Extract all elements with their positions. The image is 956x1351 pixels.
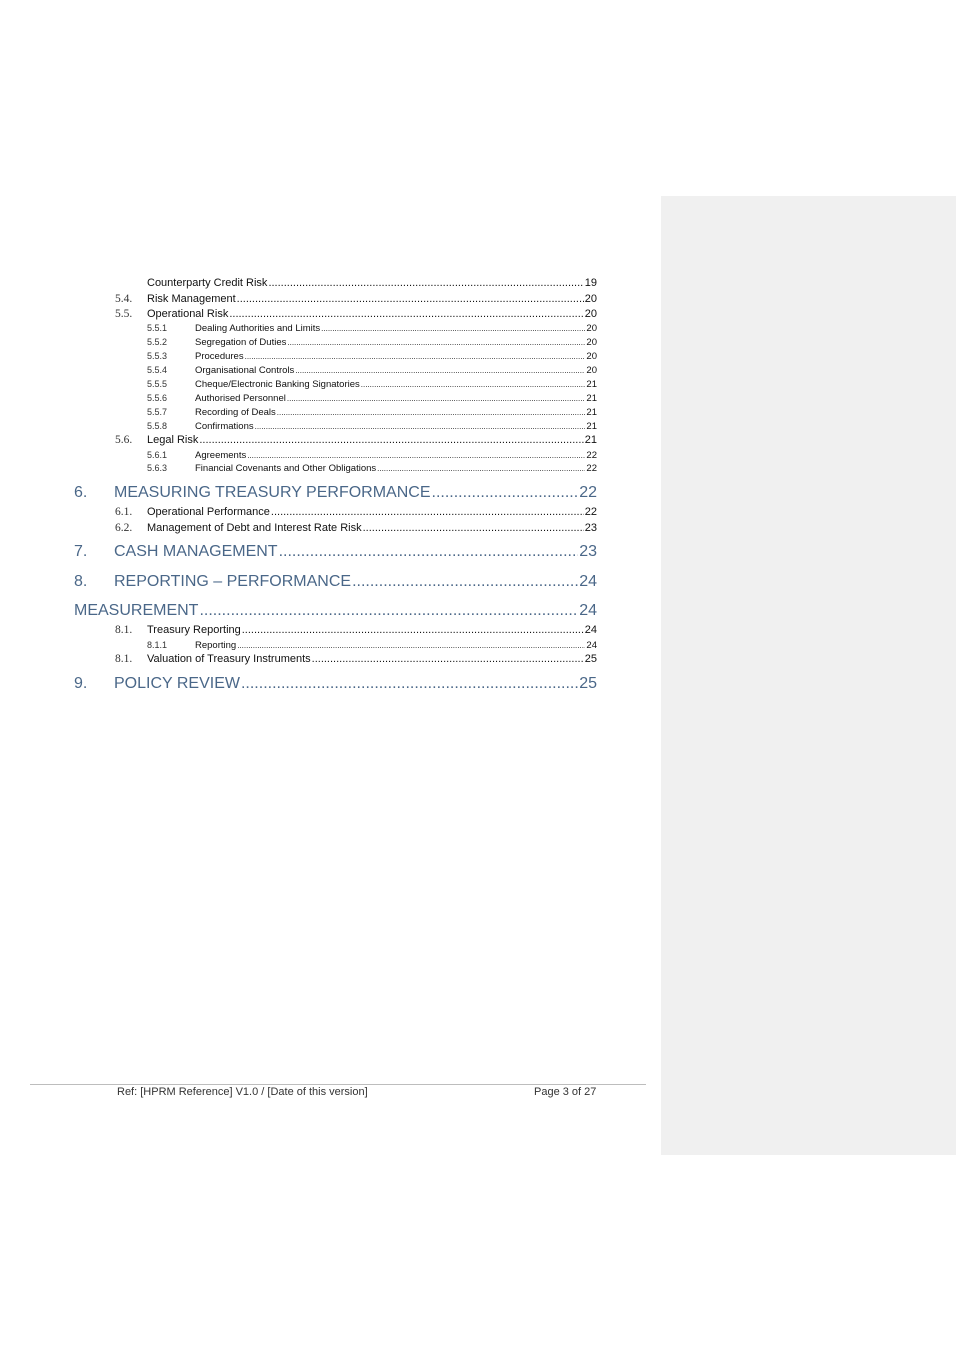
toc-entry-page: 21 — [586, 407, 597, 418]
toc-entry-page: 21 — [586, 379, 597, 390]
dot-leader — [199, 434, 583, 446]
toc-entry-label: Financial Covenants and Other Obligations — [195, 463, 377, 474]
toc-entry-label: Dealing Authorities and Limits — [195, 323, 321, 334]
toc-entry-label: Organisational Controls — [195, 365, 295, 376]
toc-entry-number: 8.1. — [115, 653, 133, 665]
toc-entry-number: 5.5.3 — [147, 351, 168, 361]
dot-leader — [271, 506, 584, 518]
toc-entry-8-1-1[interactable] — [147, 640, 597, 653]
toc-entry-5-5-1[interactable] — [147, 323, 597, 336]
toc-entry-number: 5.6. — [115, 434, 133, 446]
dot-leader — [255, 422, 586, 431]
toc-entry-label: MEASUREMENT — [74, 602, 199, 619]
dot-leader — [245, 352, 586, 361]
toc-entry-number: 6.1. — [115, 506, 133, 518]
toc-entry-label: POLICY REVIEW — [114, 675, 240, 692]
toc-entry-page: 24 — [586, 640, 597, 651]
comment-pane — [661, 196, 956, 1155]
toc-entry-label: Procedures — [195, 351, 244, 362]
toc-entry-number: 5.5.7 — [147, 407, 168, 417]
dot-leader — [377, 464, 585, 473]
toc-entry-label: Cheque/Electronic Banking Signatories — [195, 379, 360, 390]
toc-entry-number: 5.4. — [115, 293, 133, 305]
toc-entry-number: 8.1. — [115, 624, 133, 636]
toc-entry-5-6-3[interactable] — [147, 463, 597, 476]
dot-leader — [361, 380, 586, 389]
toc-entry-page: 24 — [579, 573, 597, 590]
toc-entry-page: 22 — [584, 506, 597, 518]
toc-entry-label: Management of Debt and Interest Rate Risk — [147, 522, 362, 534]
toc-entry-label: MEASURING TREASURY PERFORMANCE — [114, 484, 431, 501]
toc-entry-page: 21 — [586, 421, 597, 432]
toc-entry-number: 5.5.8 — [147, 421, 168, 431]
dot-leader — [363, 522, 584, 534]
dot-leader — [242, 624, 584, 636]
dot-leader — [352, 573, 578, 591]
toc-entry-label: CASH MANAGEMENT — [114, 543, 278, 560]
toc-entry-8-1[interactable] — [115, 624, 597, 639]
toc-entry-5-4[interactable] — [115, 293, 597, 308]
toc-entry-5-5-4[interactable] — [147, 365, 597, 378]
toc-entry-label: Agreements — [195, 450, 247, 461]
toc-entry-label: Legal Risk — [147, 434, 199, 446]
dot-leader — [277, 408, 586, 417]
toc-entry-page: 20 — [586, 337, 597, 348]
dot-leader — [432, 484, 579, 502]
footer-page-number: Page 3 of 27 — [534, 1086, 597, 1098]
toc-entry-number: 5.6.1 — [147, 450, 168, 460]
toc-entry-label: Treasury Reporting — [147, 624, 241, 636]
dot-leader — [199, 602, 578, 620]
toc-entry-page: 22 — [586, 450, 597, 461]
toc-entry-5-5-6[interactable] — [147, 393, 597, 406]
toc-entry-label: Recording of Deals — [195, 407, 276, 418]
toc-entry-number: 5.5.5 — [147, 379, 168, 389]
toc-entry-label: Segregation of Duties — [195, 337, 287, 348]
toc-entry-page: 25 — [579, 675, 597, 692]
toc-entry-page: 24 — [579, 602, 597, 619]
toc-entry-measurement[interactable] — [74, 602, 597, 624]
toc-entry-number: 5.5. — [115, 308, 133, 320]
toc-entry-8[interactable] — [74, 573, 597, 595]
toc-entry-page: 23 — [579, 543, 597, 560]
toc-entry-6-2[interactable] — [115, 522, 597, 537]
toc-entry-label: Authorised Personnel — [195, 393, 286, 404]
toc-entry-number: 9. — [74, 675, 88, 692]
toc-entry-5-6-1[interactable] — [147, 450, 597, 463]
toc-entry-page: 20 — [584, 308, 597, 320]
toc-entry-number: 5.5.6 — [147, 393, 168, 403]
dot-leader — [247, 451, 585, 460]
toc-entry-6-1[interactable] — [115, 506, 597, 521]
dot-leader — [295, 366, 585, 375]
toc-entry-7[interactable] — [74, 543, 597, 565]
toc-entry-number: 5.5.1 — [147, 323, 168, 333]
toc-entry-label: REPORTING – PERFORMANCE — [114, 573, 352, 590]
dot-leader — [287, 338, 585, 347]
toc-entry-5-5-5[interactable] — [147, 379, 597, 392]
toc-entry-page: 21 — [586, 393, 597, 404]
toc-entry-5-5-3[interactable] — [147, 351, 597, 364]
toc-entry-page: 20 — [586, 323, 597, 334]
toc-entry-label: Operational Performance — [147, 506, 270, 518]
toc-entry-page: 20 — [586, 351, 597, 362]
toc-entry-9[interactable] — [74, 675, 597, 697]
toc-entry-number: 6. — [74, 484, 88, 501]
toc-entry-5-5-2[interactable] — [147, 337, 597, 350]
toc-entry-label: Risk Management — [147, 293, 236, 305]
toc-entry-page: 22 — [586, 463, 597, 474]
toc-entry-number: 6.2. — [115, 522, 133, 534]
dot-leader — [312, 653, 584, 665]
toc-entry-counterparty-credit-risk[interactable] — [147, 277, 597, 292]
toc-entry-number: 5.5.4 — [147, 365, 168, 375]
toc-entry-page: 23 — [584, 522, 597, 534]
toc-entry-label: Counterparty Credit Risk — [147, 277, 268, 289]
toc-entry-label: Reporting — [195, 640, 237, 651]
toc-entry-label: Valuation of Treasury Instruments — [147, 653, 311, 665]
dot-leader — [241, 675, 578, 693]
toc-entry-number: 5.6.3 — [147, 463, 168, 473]
toc-entry-page: 21 — [584, 434, 597, 446]
dot-leader — [287, 394, 586, 403]
toc-entry-8-1-valuation[interactable] — [115, 653, 597, 668]
toc-entry-6[interactable] — [74, 484, 597, 506]
dot-leader — [321, 324, 585, 333]
toc-entry-page: 25 — [584, 653, 597, 665]
toc-entry-page: 24 — [584, 624, 597, 636]
dot-leader — [268, 277, 583, 289]
toc-entry-5-5-7[interactable] — [147, 407, 597, 420]
toc-entry-label: Operational Risk — [147, 308, 229, 320]
toc-entry-number: 7. — [74, 543, 88, 560]
toc-entry-page: 20 — [586, 365, 597, 376]
toc-entry-5-6[interactable] — [115, 434, 597, 449]
toc-entry-5-5-8[interactable] — [147, 421, 597, 434]
dot-leader — [237, 293, 584, 305]
toc-entry-label: Confirmations — [195, 421, 254, 432]
dot-leader — [229, 308, 583, 320]
toc-entry-number: 5.5.2 — [147, 337, 168, 347]
footer-reference: Ref: [HPRM Reference] V1.0 / [Date of this version] — [117, 1086, 368, 1098]
dot-leader — [279, 543, 579, 561]
toc-entry-page: 19 — [584, 277, 597, 289]
toc-entry-number: 8. — [74, 573, 88, 590]
footer-divider — [30, 1084, 646, 1085]
dot-leader — [237, 641, 585, 650]
toc-entry-page: 22 — [579, 484, 597, 501]
toc-entry-page: 20 — [584, 293, 597, 305]
toc-entry-5-5[interactable] — [115, 308, 597, 323]
toc-entry-number: 8.1.1 — [147, 640, 168, 650]
